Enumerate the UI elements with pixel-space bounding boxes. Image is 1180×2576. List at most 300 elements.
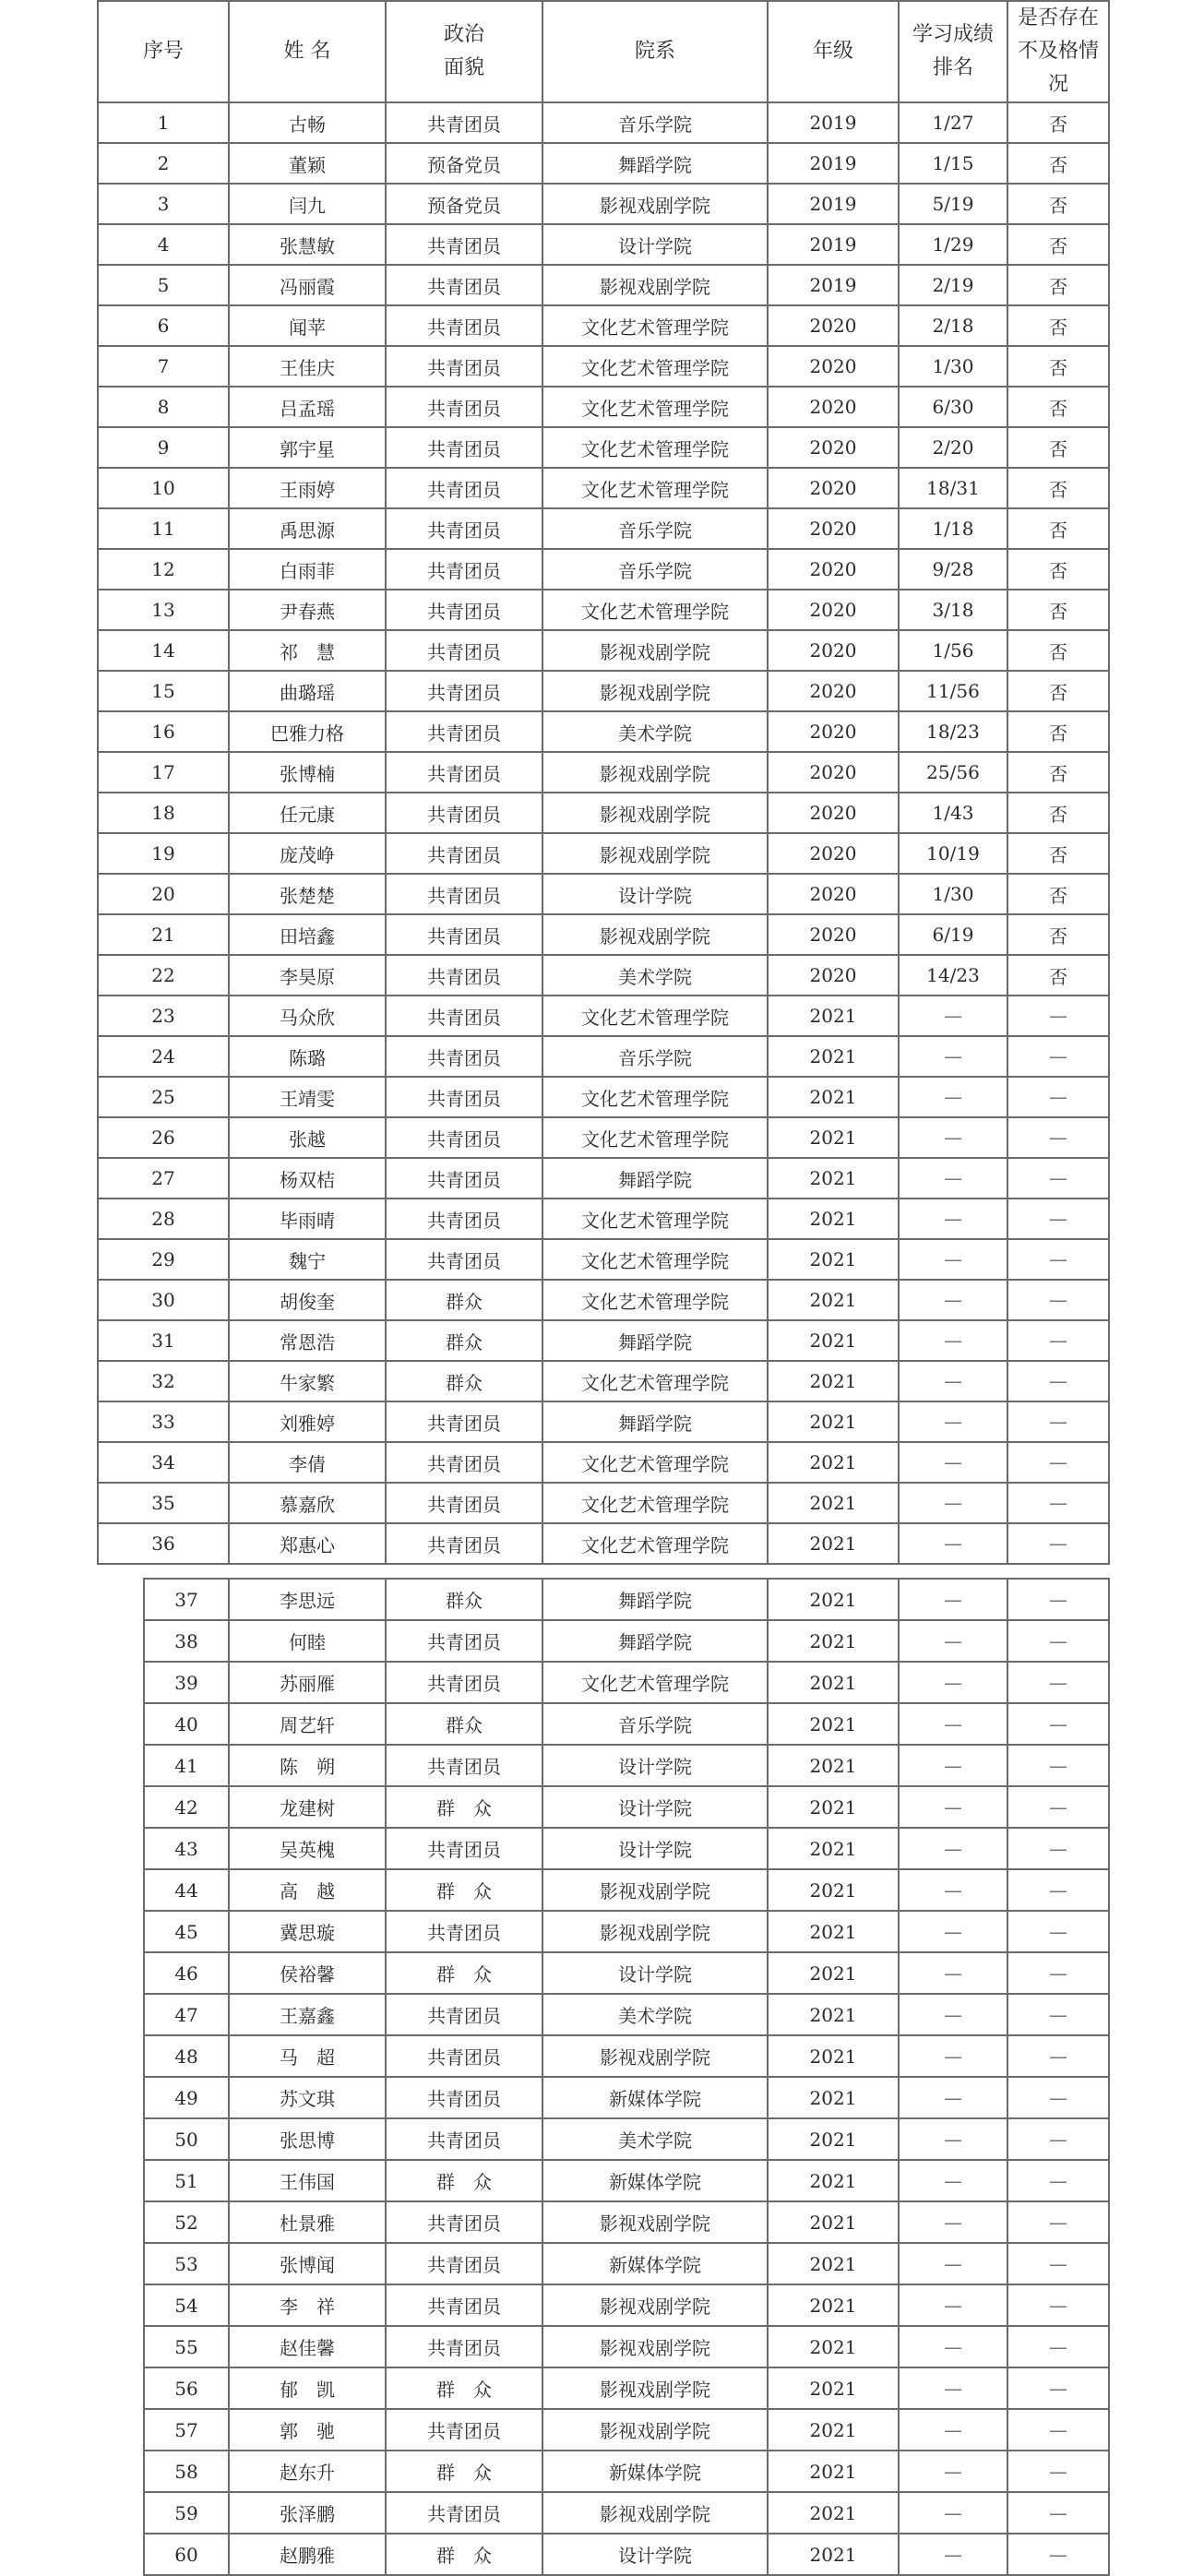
cell-failing-status: 否 [1007,711,1109,752]
cell-political-status: 共青团员 [386,1077,542,1117]
table-row [144,2243,1109,2284]
cell-index: 51 [144,2160,229,2201]
cell-political-status: 共青团员 [386,914,542,955]
cell-failing-status: 否 [1007,793,1109,833]
cell-failing-status: 否 [1007,102,1109,143]
cell-academic-rank: 3/18 [899,590,1007,630]
table-row [98,793,1109,833]
cell-academic-rank: 6/19 [899,914,1007,955]
cell-name: 李昊原 [229,955,386,996]
cell-political-status: 群 众 [386,2160,542,2201]
cell-name: 任元康 [229,793,386,833]
cell-political-status: 共青团员 [386,265,542,305]
table-header-row [98,1,1109,102]
cell-name: 郑惠心 [229,1523,386,1564]
cell-political-status: 共青团员 [386,2201,542,2243]
cell-grade: 2021 [768,1620,899,1662]
cell-academic-rank: — [899,1117,1007,1158]
cell-political-status: 共青团员 [386,305,542,346]
table-row [144,1786,1109,1828]
cell-failing-status: — [1007,1523,1109,1564]
cell-academic-rank: 10/19 [899,833,1007,874]
cell-political-status: 共青团员 [386,955,542,996]
cell-grade: 2021 [768,1320,899,1361]
cell-grade: 2021 [768,2160,899,2201]
cell-failing-status: 否 [1007,955,1109,996]
cell-academic-rank: — [899,1828,1007,1869]
cell-failing-status: — [1007,1745,1109,1786]
cell-department: 影视戏剧学院 [542,2284,768,2326]
cell-political-status: 群众 [386,1361,542,1401]
cell-academic-rank: 18/31 [899,468,1007,508]
cell-index: 60 [144,2534,229,2575]
cell-name: 苏文琪 [229,2077,386,2118]
cell-political-status: 共青团员 [386,630,542,671]
cell-political-status: 共青团员 [386,1662,542,1703]
cell-academic-rank: — [899,1662,1007,1703]
table-row [98,1320,1109,1361]
cell-academic-rank: 1/15 [899,143,1007,184]
cell-name: 王雨婷 [229,468,386,508]
cell-academic-rank: — [899,1745,1007,1786]
cell-failing-status: 否 [1007,549,1109,590]
cell-name: 郁 凯 [229,2367,386,2409]
cell-grade: 2021 [768,1158,899,1199]
cell-grade: 2021 [768,1869,899,1911]
table-row [98,874,1109,914]
cell-department: 文化艺术管理学院 [542,1523,768,1564]
cell-failing-status: 否 [1007,387,1109,427]
table-row [98,1442,1109,1483]
table-row [98,224,1109,265]
cell-name: 张泽鹏 [229,2492,386,2534]
cell-name: 赵东升 [229,2451,386,2492]
cell-index: 24 [98,1036,229,1077]
cell-name: 冀思璇 [229,1911,386,1952]
header-department: 院系 [542,1,768,102]
cell-department: 文化艺术管理学院 [542,1117,768,1158]
cell-grade: 2021 [768,1994,899,2035]
cell-index: 59 [144,2492,229,2534]
table-row [144,2077,1109,2118]
cell-academic-rank: — [899,1786,1007,1828]
cell-grade: 2021 [768,1828,899,1869]
cell-failing-status: 否 [1007,468,1109,508]
cell-political-status: 共青团员 [386,996,542,1036]
cell-political-status: 群众 [386,1579,542,1620]
cell-index: 40 [144,1703,229,1745]
cell-academic-rank: — [899,996,1007,1036]
cell-failing-status: 否 [1007,143,1109,184]
cell-grade: 2020 [768,346,899,387]
cell-index: 55 [144,2326,229,2367]
cell-failing-status: — [1007,2284,1109,2326]
cell-index: 27 [98,1158,229,1199]
table-row [144,2492,1109,2534]
cell-political-status: 群 众 [386,1952,542,1994]
cell-name: 杨双桔 [229,1158,386,1199]
cell-failing-status: — [1007,1662,1109,1703]
cell-academic-rank: 14/23 [899,955,1007,996]
student-table-part-2 [143,1578,1110,2576]
cell-academic-rank: — [899,2326,1007,2367]
cell-failing-status: — [1007,1620,1109,1662]
cell-failing-status: — [1007,2367,1109,2409]
cell-index: 20 [98,874,229,914]
cell-name: 张思博 [229,2118,386,2160]
cell-index: 36 [98,1523,229,1564]
table-row [98,1280,1109,1320]
cell-grade: 2020 [768,630,899,671]
cell-academic-rank: — [899,2367,1007,2409]
cell-name: 李思远 [229,1579,386,1620]
cell-grade: 2021 [768,2118,899,2160]
cell-academic-rank: 5/19 [899,184,1007,224]
cell-grade: 2021 [768,1523,899,1564]
cell-name: 庞茂峥 [229,833,386,874]
header-political-status: 政治 面貌 [386,1,542,102]
cell-grade: 2021 [768,2077,899,2118]
cell-name: 王嘉鑫 [229,1994,386,2035]
cell-failing-status: 否 [1007,752,1109,793]
cell-name: 王佳庆 [229,346,386,387]
cell-failing-status: — [1007,1442,1109,1483]
cell-name: 魏宁 [229,1239,386,1280]
table-row [98,1199,1109,1239]
cell-department: 影视戏剧学院 [542,2492,768,2534]
cell-academic-rank: — [899,2201,1007,2243]
cell-department: 美术学院 [542,955,768,996]
cell-index: 13 [98,590,229,630]
cell-academic-rank: 1/29 [899,224,1007,265]
cell-academic-rank: 2/18 [899,305,1007,346]
cell-index: 25 [98,1077,229,1117]
cell-academic-rank: — [899,1703,1007,1745]
cell-failing-status: 否 [1007,914,1109,955]
cell-index: 16 [98,711,229,752]
student-table-part-1 [97,0,1110,1565]
cell-political-status: 共青团员 [386,1401,542,1442]
cell-grade: 2019 [768,143,899,184]
cell-failing-status: — [1007,1483,1109,1523]
cell-index: 19 [98,833,229,874]
cell-academic-rank: 1/30 [899,346,1007,387]
table-row [144,2326,1109,2367]
table-row [98,468,1109,508]
cell-index: 9 [98,427,229,468]
cell-name: 慕嘉欣 [229,1483,386,1523]
cell-department: 舞蹈学院 [542,1320,768,1361]
cell-political-status: 共青团员 [386,2077,542,2118]
cell-political-status: 共青团员 [386,2326,542,2367]
cell-department: 美术学院 [542,711,768,752]
cell-department: 新媒体学院 [542,2243,768,2284]
cell-index: 48 [144,2035,229,2077]
cell-index: 41 [144,1745,229,1786]
cell-grade: 2021 [768,1579,899,1620]
cell-name: 苏丽雁 [229,1662,386,1703]
cell-grade: 2020 [768,752,899,793]
cell-failing-status: — [1007,1401,1109,1442]
cell-index: 14 [98,630,229,671]
cell-academic-rank: — [899,2492,1007,2534]
cell-academic-rank: — [899,1579,1007,1620]
cell-political-status: 共青团员 [386,2409,542,2451]
cell-department: 设计学院 [542,1952,768,1994]
header-academic-rank: 学习成绩 排名 [899,1,1007,102]
cell-academic-rank: — [899,2118,1007,2160]
table-row [98,590,1109,630]
cell-index: 34 [98,1442,229,1483]
cell-department: 美术学院 [542,2118,768,2160]
cell-grade: 2021 [768,2284,899,2326]
table-row [98,996,1109,1036]
cell-political-status: 预备党员 [386,143,542,184]
cell-name: 禹思源 [229,508,386,549]
cell-academic-rank: — [899,1077,1007,1117]
cell-department: 影视戏剧学院 [542,2201,768,2243]
cell-index: 47 [144,1994,229,2035]
cell-failing-status: — [1007,1786,1109,1828]
cell-department: 设计学院 [542,224,768,265]
cell-failing-status: 否 [1007,671,1109,711]
cell-political-status: 共青团员 [386,102,542,143]
cell-name: 何睦 [229,1620,386,1662]
table-row [98,671,1109,711]
cell-index: 52 [144,2201,229,2243]
table-row [98,630,1109,671]
cell-academic-rank: 25/56 [899,752,1007,793]
cell-name: 张博楠 [229,752,386,793]
cell-grade: 2021 [768,2534,899,2575]
cell-grade: 2021 [768,2451,899,2492]
cell-political-status: 共青团员 [386,2243,542,2284]
cell-academic-rank: — [899,1994,1007,2035]
cell-grade: 2021 [768,1239,899,1280]
cell-failing-status: 否 [1007,874,1109,914]
header-failing-status: 是否存在 不及格情况 [1007,1,1109,102]
cell-political-status: 共青团员 [386,1745,542,1786]
cell-name: 张楚楚 [229,874,386,914]
cell-department: 文化艺术管理学院 [542,1199,768,1239]
cell-department: 文化艺术管理学院 [542,996,768,1036]
cell-grade: 2019 [768,184,899,224]
cell-political-status: 共青团员 [386,1199,542,1239]
cell-index: 42 [144,1786,229,1828]
cell-name: 闫九 [229,184,386,224]
cell-name: 刘雅婷 [229,1401,386,1442]
cell-department: 文化艺术管理学院 [542,1483,768,1523]
cell-department: 文化艺术管理学院 [542,590,768,630]
cell-department: 影视戏剧学院 [542,752,768,793]
cell-political-status: 共青团员 [386,508,542,549]
cell-academic-rank: — [899,1036,1007,1077]
cell-political-status: 共青团员 [386,1828,542,1869]
cell-grade: 2021 [768,1117,899,1158]
cell-department: 影视戏剧学院 [542,184,768,224]
cell-name: 陈 朔 [229,1745,386,1786]
cell-academic-rank: 1/30 [899,874,1007,914]
cell-political-status: 群 众 [386,2367,542,2409]
cell-grade: 2021 [768,1911,899,1952]
table-row [144,1620,1109,1662]
table-row [144,2284,1109,2326]
table-row [98,265,1109,305]
cell-grade: 2021 [768,1745,899,1786]
cell-index: 28 [98,1199,229,1239]
cell-political-status: 共青团员 [386,1911,542,1952]
table-row [98,1077,1109,1117]
cell-grade: 2021 [768,2367,899,2409]
cell-department: 设计学院 [542,2534,768,2575]
cell-failing-status: — [1007,2326,1109,2367]
cell-department: 文化艺术管理学院 [542,1077,768,1117]
cell-department: 影视戏剧学院 [542,2409,768,2451]
cell-name: 赵佳馨 [229,2326,386,2367]
cell-political-status: 共青团员 [386,1117,542,1158]
cell-name: 郭宇星 [229,427,386,468]
cell-name: 牛家繁 [229,1361,386,1401]
cell-failing-status: 否 [1007,508,1109,549]
cell-department: 设计学院 [542,874,768,914]
table-row [98,955,1109,996]
cell-department: 文化艺术管理学院 [542,346,768,387]
cell-grade: 2021 [768,1703,899,1745]
cell-failing-status: — [1007,1077,1109,1117]
cell-grade: 2021 [768,1401,899,1442]
cell-index: 30 [98,1280,229,1320]
cell-political-status: 群 众 [386,2451,542,2492]
cell-academic-rank: — [899,2409,1007,2451]
cell-political-status: 预备党员 [386,184,542,224]
cell-index: 43 [144,1828,229,1869]
cell-index: 11 [98,508,229,549]
cell-failing-status: — [1007,1320,1109,1361]
table-row [144,2409,1109,2451]
cell-index: 44 [144,1869,229,1911]
cell-failing-status: — [1007,2077,1109,2118]
cell-name: 白雨菲 [229,549,386,590]
cell-name: 田培鑫 [229,914,386,955]
cell-grade: 2020 [768,590,899,630]
cell-political-status: 共青团员 [386,468,542,508]
cell-department: 文化艺术管理学院 [542,427,768,468]
cell-index: 45 [144,1911,229,1952]
cell-department: 音乐学院 [542,1036,768,1077]
cell-index: 46 [144,1952,229,1994]
table-row [98,1361,1109,1401]
cell-academic-rank: — [899,2077,1007,2118]
cell-index: 18 [98,793,229,833]
cell-index: 38 [144,1620,229,1662]
table-row [144,2367,1109,2409]
cell-grade: 2020 [768,711,899,752]
cell-grade: 2020 [768,914,899,955]
cell-index: 50 [144,2118,229,2160]
cell-failing-status: — [1007,1036,1109,1077]
cell-failing-status: — [1007,1911,1109,1952]
cell-name: 古畅 [229,102,386,143]
table-row [144,1952,1109,1994]
cell-failing-status: — [1007,2118,1109,2160]
cell-department: 影视戏剧学院 [542,793,768,833]
cell-department: 文化艺术管理学院 [542,1280,768,1320]
cell-department: 影视戏剧学院 [542,2367,768,2409]
cell-index: 33 [98,1401,229,1442]
cell-grade: 2021 [768,1036,899,1077]
cell-political-status: 共青团员 [386,1994,542,2035]
cell-political-status: 共青团员 [386,874,542,914]
cell-failing-status: — [1007,2160,1109,2201]
cell-name: 张越 [229,1117,386,1158]
cell-index: 37 [144,1579,229,1620]
table-row [144,2118,1109,2160]
cell-failing-status: — [1007,2409,1109,2451]
cell-political-status: 群 众 [386,1869,542,1911]
cell-grade: 2021 [768,1280,899,1320]
cell-failing-status: 否 [1007,224,1109,265]
cell-name: 杜景雅 [229,2201,386,2243]
cell-political-status: 群众 [386,1703,542,1745]
cell-failing-status: — [1007,1199,1109,1239]
cell-index: 8 [98,387,229,427]
table-row [144,2160,1109,2201]
cell-academic-rank: — [899,1158,1007,1199]
cell-index: 23 [98,996,229,1036]
cell-political-status: 共青团员 [386,2492,542,2534]
cell-department: 舞蹈学院 [542,1401,768,1442]
table-row [98,1483,1109,1523]
table-row [98,1523,1109,1564]
table-row [144,1662,1109,1703]
table-row [98,305,1109,346]
cell-department: 文化艺术管理学院 [542,305,768,346]
cell-index: 31 [98,1320,229,1361]
cell-failing-status: — [1007,1703,1109,1745]
cell-grade: 2021 [768,996,899,1036]
cell-academic-rank: — [899,1620,1007,1662]
cell-academic-rank: 1/56 [899,630,1007,671]
cell-failing-status: — [1007,1117,1109,1158]
cell-department: 舞蹈学院 [542,143,768,184]
cell-department: 影视戏剧学院 [542,2035,768,2077]
cell-grade: 2021 [768,2035,899,2077]
cell-department: 设计学院 [542,1828,768,1869]
header-name: 姓 名 [229,1,386,102]
cell-academic-rank: — [899,1442,1007,1483]
cell-department: 文化艺术管理学院 [542,468,768,508]
cell-academic-rank: 11/56 [899,671,1007,711]
cell-academic-rank: — [899,1320,1007,1361]
cell-political-status: 群 众 [386,1786,542,1828]
table-row [98,752,1109,793]
cell-grade: 2020 [768,427,899,468]
table-row [144,1994,1109,2035]
cell-grade: 2020 [768,874,899,914]
cell-failing-status: 否 [1007,184,1109,224]
table-row [144,2451,1109,2492]
cell-department: 美术学院 [542,1994,768,2035]
table-row [144,2035,1109,2077]
cell-grade: 2020 [768,833,899,874]
cell-academic-rank: — [899,1869,1007,1911]
cell-political-status: 共青团员 [386,346,542,387]
cell-name: 吴英槐 [229,1828,386,1869]
cell-index: 53 [144,2243,229,2284]
cell-failing-status: — [1007,1952,1109,1994]
cell-failing-status: 否 [1007,590,1109,630]
cell-department: 音乐学院 [542,102,768,143]
